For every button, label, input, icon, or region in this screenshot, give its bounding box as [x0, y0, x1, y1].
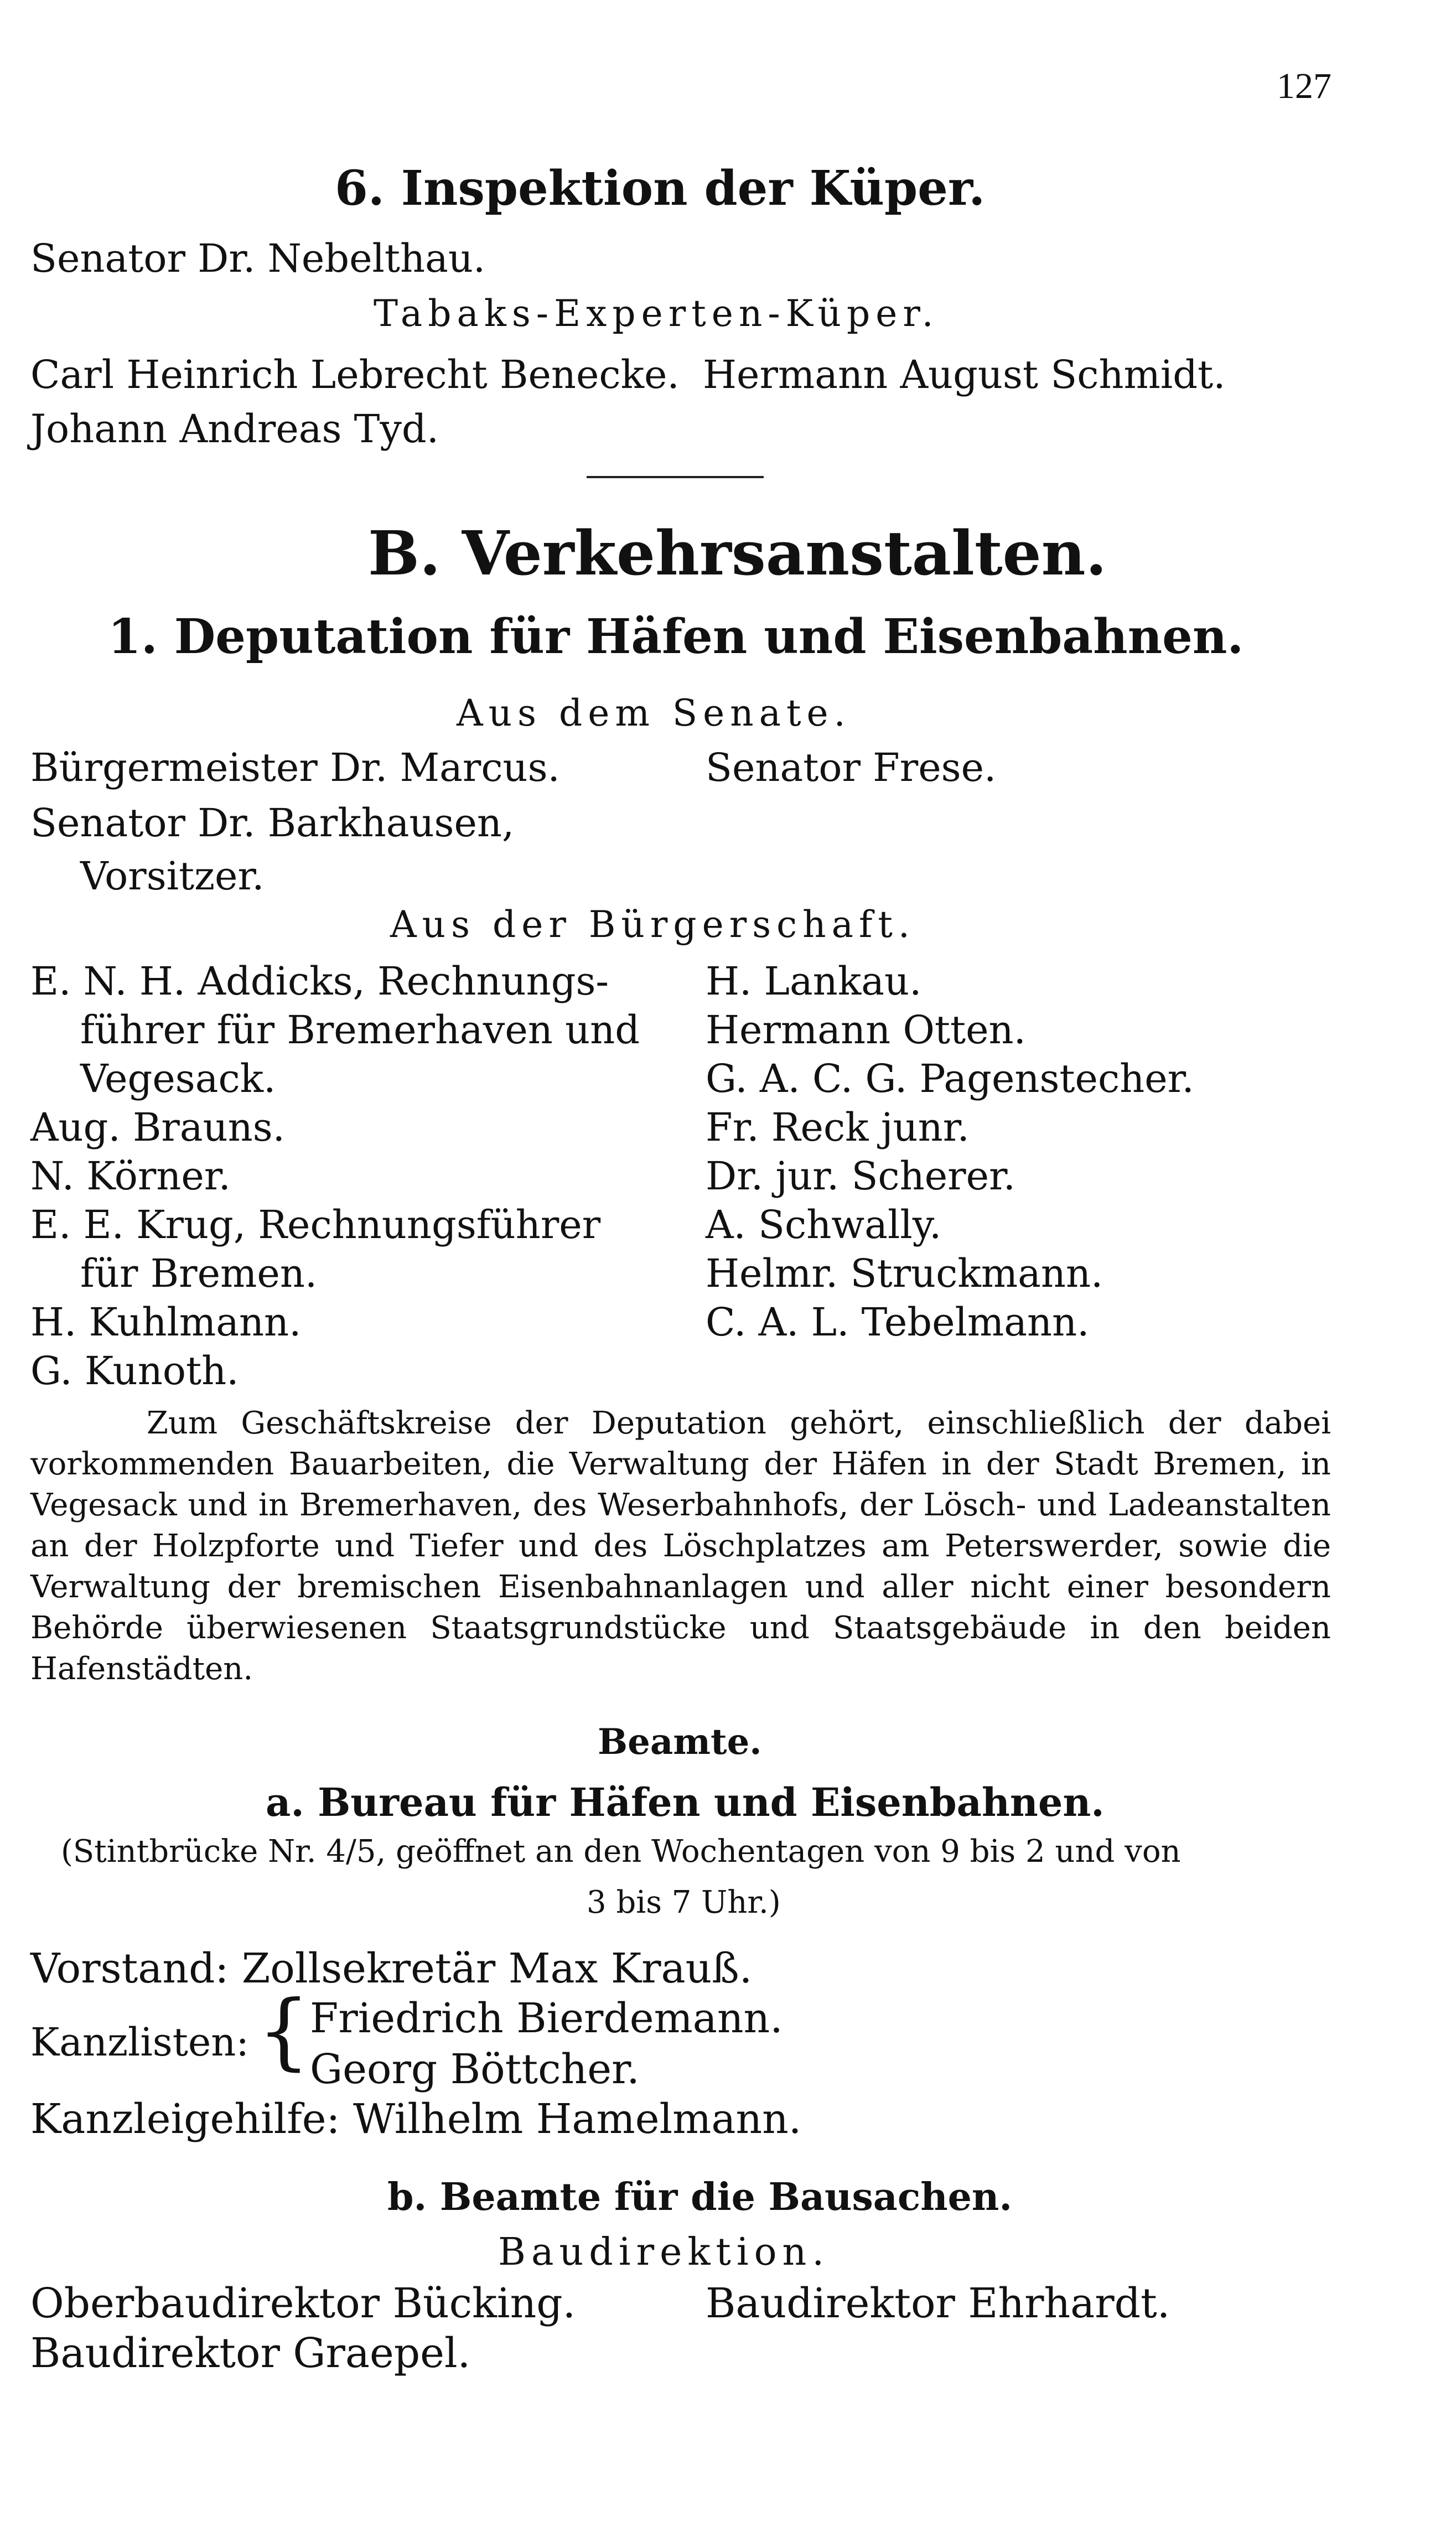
citizen-entry: H. Lankau. [706, 959, 922, 1004]
citizen-entry: E. E. Krug, Rechnungsführer [30, 1202, 601, 1247]
section-6-name: Carl Heinrich Lebrecht Benecke. [30, 352, 680, 397]
kanzlist: Friedrich Bierdemann. [310, 1995, 783, 2042]
senate-member: Vorsitzer. [80, 853, 265, 899]
citizen-entry: führer für Bremerhaven und [80, 1007, 640, 1053]
bureau-note: 3 bis 7 Uhr.) [587, 1884, 781, 1920]
bau-official: Baudirektor Graepel. [30, 2329, 471, 2377]
citizen-entry: G. A. C. G. Pagenstecher. [706, 1056, 1194, 1101]
kanzlisten-label: Kanzlisten: [30, 2020, 249, 2065]
page-number: 127 [1277, 66, 1331, 106]
section-6-name: Hermann August Schmidt. [703, 352, 1226, 397]
citizen-entry: Vegesack. [80, 1056, 276, 1101]
citizen-entry: H. Kuhlmann. [30, 1299, 302, 1345]
citizen-entry: N. Körner. [30, 1153, 231, 1199]
deputation-description [30, 1403, 1331, 1690]
section-6-name: Johann Andreas Tyd. [30, 406, 439, 452]
citizens-heading: Aus der Bürgerschaft. [390, 903, 915, 946]
section-6-subheading: Tabaks-Experten-Küper. [374, 292, 939, 335]
kanzlist: Georg Böttcher. [310, 2046, 640, 2093]
kanzlisten-brace: { [257, 1983, 310, 2079]
section-6-heading: 6. Inspektion der Küper. [335, 160, 986, 216]
bau-official: Baudirektor Ehrhardt. [706, 2280, 1170, 2327]
senate-member: Senator Dr. Barkhausen, [30, 800, 515, 846]
bau-heading: b. Beamte für die Bausachen. [387, 2175, 1013, 2219]
citizen-entry: Helmr. Struckmann. [706, 1251, 1103, 1296]
senate-member: Bürgermeister Dr. Marcus. [30, 745, 560, 790]
citizen-entry: Dr. jur. Scherer. [706, 1153, 1016, 1199]
citizen-entry: für Bremen. [80, 1251, 318, 1296]
citizen-entry: Fr. Reck junr. [706, 1105, 970, 1150]
section-divider [587, 476, 764, 478]
section-b-heading: B. Verkehrsanstalten. [368, 517, 1107, 589]
citizen-entry: A. Schwally. [706, 1202, 942, 1247]
bau-official: Oberbaudirektor Bücking. [30, 2280, 576, 2327]
senate-member: Senator Frese. [706, 745, 997, 790]
bureau-note: (Stintbrücke Nr. 4/5, geöffnet an den Wochentagen von 9 bis 2 und von [61, 1834, 1181, 1870]
citizen-entry: Aug. Brauns. [30, 1105, 285, 1150]
citizen-entry: E. N. H. Addicks, Rechnungs- [30, 959, 609, 1004]
citizen-entry: C. A. L. Tebelmann. [706, 1299, 1090, 1345]
citizen-entry: Hermann Otten. [706, 1007, 1026, 1053]
citizen-entry: G. Kunoth. [30, 1348, 239, 1394]
baudirektion-heading: Baudirektion. [498, 2230, 830, 2274]
section-6-senator: Senator Dr. Nebelthau. [30, 236, 486, 281]
kanzleigehilfe: Kanzleigehilfe: Wilhelm Hamelmann. [30, 2095, 802, 2143]
deputation-description-text: Zum Geschäftskreise der Deputation gehört, einschließlich der dabei vorkommenden Bauarbeiten, die Verwaltung der Häfen in der Stadt Bremen, in Vegesack und in Bremerhaven, des Weserbahnhofs, der Lösch- und Ladeanstalten an der Holzpforte und Tiefer und des Löschplatzes am Peterswerder, sowie die Verwaltung der bremischen Eisenbahnanlagen und aller nicht einer besondern Behörde überwiesenen Staatsgrundstücke und Staatsgebäude in den beiden Hafenstädten. [30, 1405, 1331, 1687]
senate-heading: Aus dem Senate. [457, 692, 851, 734]
vorstand: Vorstand: Zollsekretär Max Krauß. [30, 1945, 753, 1992]
deputation-heading: 1. Deputation für Häfen und Eisenbahnen. [108, 609, 1244, 665]
bureau-heading: a. Bureau für Häfen und Eisenbahnen. [266, 1779, 1105, 1825]
officials-heading: Beamte. [598, 1721, 762, 1763]
